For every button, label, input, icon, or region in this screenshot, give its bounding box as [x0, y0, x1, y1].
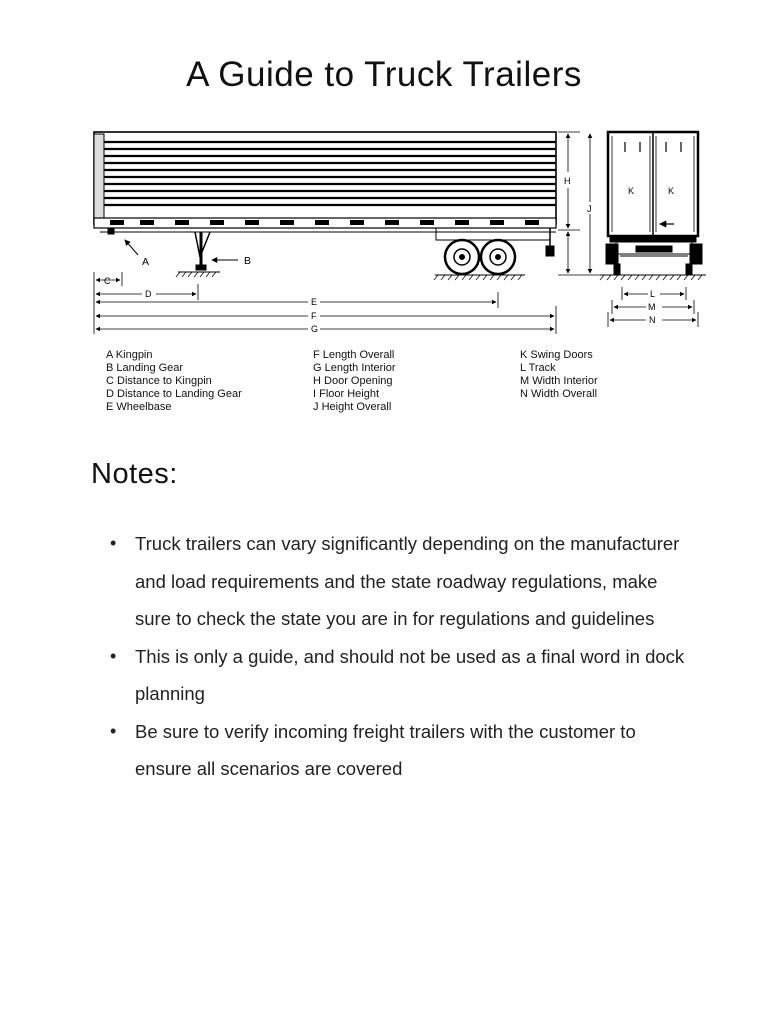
- legend-item: K Swing Doors: [520, 349, 593, 361]
- label-j: J: [587, 204, 592, 214]
- legend-item: D Distance to Landing Gear: [106, 388, 242, 400]
- bullet-icon: •: [110, 533, 117, 553]
- bullet-icon: •: [110, 645, 117, 666]
- legend-item: F Length Overall: [313, 349, 395, 361]
- list-item: [110, 525, 690, 638]
- legend-item: L Track: [520, 362, 556, 374]
- legend-item: N Width Overall: [520, 388, 598, 400]
- label-g: G: [311, 324, 319, 334]
- legend-column-3: [520, 349, 598, 400]
- notes-list: [110, 525, 690, 788]
- note-text: Be sure to verify incoming freight trailers with the customer to ensure all scenarios are covered: [135, 720, 636, 779]
- label-f: F: [311, 311, 317, 321]
- trailer-diagram: [80, 122, 710, 422]
- side-view: [94, 132, 556, 280]
- label-d: D: [145, 289, 152, 299]
- rear-view: [600, 132, 706, 280]
- notes-heading: Notes:: [91, 458, 178, 490]
- legend-item: C Distance to Kingpin: [106, 375, 212, 387]
- label-m: M: [648, 302, 656, 312]
- legend-column-1: [106, 349, 242, 413]
- page-title: A Guide to Truck Trailers: [186, 55, 582, 94]
- trailer-diagram-svg: [80, 122, 710, 422]
- legend-item: A Kingpin: [106, 349, 153, 361]
- list-item: [110, 638, 690, 713]
- label-n: N: [649, 315, 656, 325]
- list-item: [110, 713, 690, 788]
- label-k-right: K: [668, 186, 675, 196]
- label-e: E: [311, 297, 318, 307]
- legend-item: H Door Opening: [313, 375, 393, 387]
- legend-item: B Landing Gear: [106, 362, 184, 374]
- label-b: B: [244, 255, 252, 267]
- label-l: L: [650, 289, 656, 299]
- label-k-left: K: [628, 186, 635, 196]
- label-c: C: [104, 276, 111, 286]
- legend-item: E Wheelbase: [106, 401, 172, 413]
- note-text: This is only a guide, and should not be used as a final word in dock planning: [135, 645, 685, 704]
- diagram-legend: [106, 349, 598, 413]
- bullet-icon: •: [110, 720, 117, 741]
- label-h: H: [564, 176, 571, 186]
- note-text: Truck trailers can vary significantly depending on the manufacturer and load requirements and the state roadway regulations, make sure to check the state you are in for regulations and guidelines: [135, 533, 680, 629]
- legend-item: I Floor Height: [313, 388, 380, 400]
- legend-item: J Height Overall: [313, 401, 392, 413]
- legend-column-2: [313, 349, 396, 413]
- legend-item: M Width Interior: [520, 375, 598, 387]
- legend-item: G Length Interior: [313, 362, 396, 374]
- label-a: A: [142, 256, 150, 268]
